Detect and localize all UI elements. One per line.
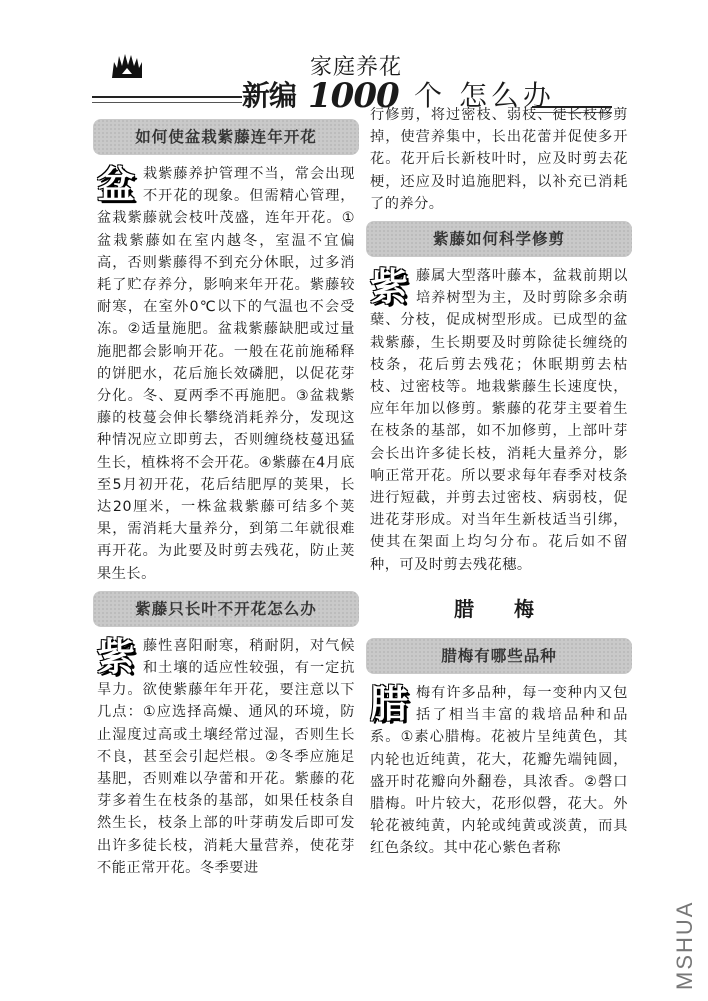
section-title: 紫藤只长叶不开花怎么办 [93,591,359,627]
watermark: MSHUA [672,900,697,990]
article-body: 栽紫藤养护管理不当，常会出现不开花的现象。但需精心管理，盆栽紫藤就会枝叶茂盛，连年开花。①盆栽紫藤如在室内越冬，室温不宜偏高，否则紫藤得不到充分休眠，过多消耗了贮存养分，影响来年开花。紫藤较耐寒，在室外0℃以下的气温也不会受冻。②适量施肥。盆栽紫藤缺肥或过量施肥都会影响开花。一般在花前施稀释的饼肥水，花后施长效磷肥，以促花芽分化。冬、夏两季不再施肥。③盆栽紫藤的枝蔓会伸长攀绕消耗养分，发现这种情况应立即剪去，否则缠绕枝蔓迅猛生长，植株将不会开花。④紫藤在4月底至5月初开花，花后结肥厚的荚果，长达20厘米，一株盆栽紫藤可结多个荚果，需消耗大量养分，到第二年就很难再开花。为此要及时剪去残花，防止荚果生长。 [97,166,355,582]
title-suffix: 个 怎么办 [414,79,555,112]
section-title: 如何使盆栽紫藤连年开花 [93,119,359,155]
section-title: 紫藤如何科学修剪 [366,221,632,257]
article-body: 藤属大型落叶藤本，盆栽前期以培养树型为主，及时剪除多余萌蘖、分枝，促成树型形成。已成型的盆栽紫藤，生长期要及时剪除徒长缠绕的枝条，花后剪去残花；休眠期剪去枯枝、过密枝等。地栽紫藤生长速度快，应年年加以修剪。紫藤的花芽主要着生在枝条的基部，如不加修剪，上部叶芽会长出许多徒长枝，消耗大量养分，影响正常开花。所以要求每年春季对枝条进行短截，并剪去过密枝、病弱枝，促进花芽形成。对当年生新枝适当引绑，使其在架面上均匀分布。花后如不留种，可及时剪去残花穗。 [370,268,628,573]
section-title: 腊梅有哪些品种 [366,638,632,674]
title-prefix: 新编 [242,79,297,112]
article-body: 梅有许多品种，每一变种内又包括了相当丰富的栽培品种和品系。①素心腊梅。花被片呈纯黄色，其内轮也近纯黄，花大，花瓣先端钝圆，盛开时花瓣向外翻卷，具浓香。②磬口腊梅。叶片较大，花形似磬，花大。外轮花被纯黄，内轮或纯黄或淡黄，而具红色条纹。其中花心紫色者称 [370,685,628,857]
header-rule-left [92,96,242,103]
article-body: 藤性喜阳耐寒，稍耐阴，对气候和土壤的适应性较强，有一定抗旱力。欲使紫藤年年开花，要注意以下几点：①应选择高燥、通风的环境，防止湿度过高或土壤经常过湿，否则生长不良，甚至会引起烂根。②冬季应施足基肥，否则难以孕蕾和开花。紫藤的花芽多着生在枝条的基部，如果任枝条自然生长，枝条上部的叶芽萌发后即可发出许多徒长枝，消耗大量营养，使花芽不能正常开花。冬季要进 [97,637,355,876]
carryover-paragraph: 行修剪，将过密枝、弱枝、徒长枝修剪掉，使营养集中，长出花蕾并促使多开花。花开后长新枝叶时，应及时剪去花梗，还应及时追施肥料，以补充已消耗了的养分。 [370,107,628,212]
article-paragraph [370,682,628,860]
article-paragraph [370,265,628,576]
dropcap: 腊 [370,682,409,727]
book-header [92,46,612,116]
dropcap: 紫 [370,265,409,310]
chapter-label: 腊梅 [454,596,574,621]
article-paragraph [97,635,355,879]
flame-bush-icon [110,52,144,80]
title-number: 1000 [308,76,399,116]
dropcap: 盆 [97,163,136,207]
left-column [97,115,355,885]
right-column [370,104,628,866]
article-paragraph [97,163,355,585]
title-small: 家庭养花 [310,55,403,80]
dropcap: 紫 [97,634,136,679]
